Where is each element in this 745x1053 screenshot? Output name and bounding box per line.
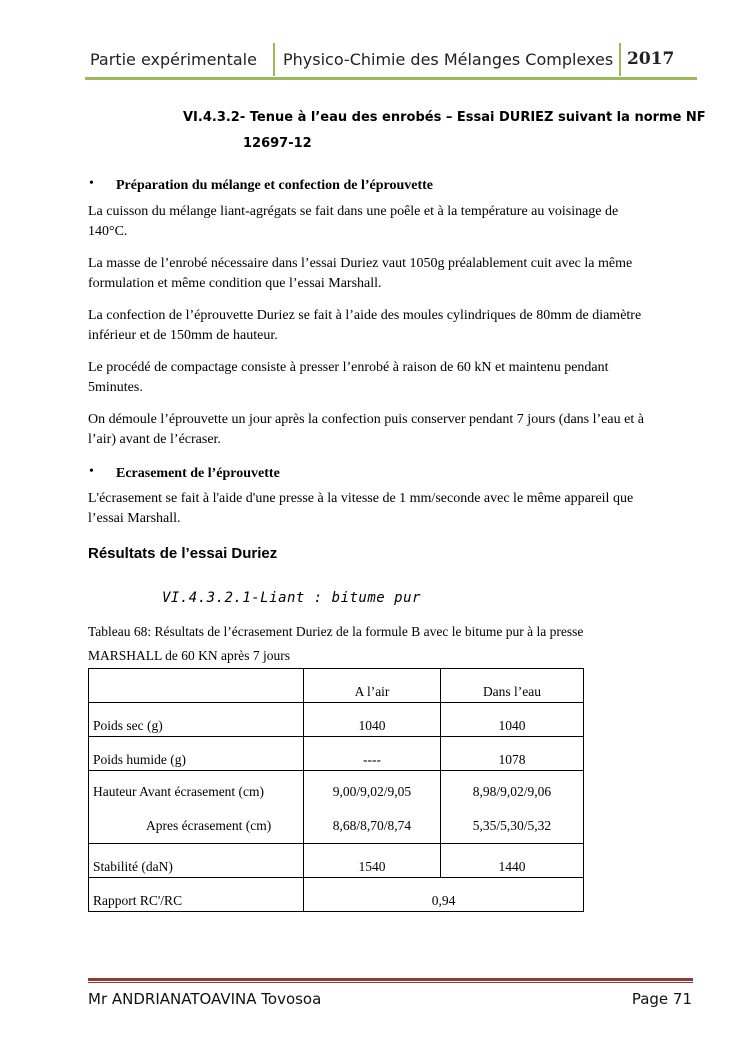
row-label: Poids humide (g) bbox=[89, 737, 304, 771]
bullet-heading-preparation: Préparation du mélange et confection de l’éprouvette bbox=[116, 178, 434, 193]
page-number: Page 71 bbox=[631, 990, 692, 1008]
table-header-row bbox=[89, 669, 584, 703]
paragraph: La confection de l’éprouvette Duriez se fait à l’aide des moules cylindriques de 80mm de diamètre inférieur et de 150mm de hauteur. bbox=[88, 308, 642, 343]
bullet-heading-ecrasement: Ecrasement de l’éprouvette bbox=[116, 466, 280, 481]
footer-rule bbox=[88, 978, 693, 981]
section-title-cont: 12697-12 bbox=[243, 136, 312, 151]
table-row bbox=[89, 878, 584, 912]
paragraph: L'écrasement se fait à l'aide d'une presse à la vitesse de 1 mm/seconde avec le même appareil que l’essai Marshall. bbox=[88, 491, 634, 526]
bullet-icon: • bbox=[89, 464, 94, 479]
section-title: VI.4.3.2- Tenue à l’eau des enrobés – Essai DURIEZ suivant la norme NF bbox=[183, 110, 706, 125]
header-divider bbox=[619, 43, 621, 76]
column-header: Dans l’eau bbox=[441, 669, 584, 703]
results-table bbox=[88, 668, 584, 912]
table-row bbox=[89, 771, 584, 844]
paragraph: Le procédé de compactage consiste à presser l’enrobé à raison de 60 kN et maintenu pendant 5minutes. bbox=[88, 360, 609, 395]
table-cell: ---- bbox=[304, 737, 441, 771]
table-cell: 1440 bbox=[441, 844, 584, 878]
table-row bbox=[89, 703, 584, 737]
table-cell: 1040 bbox=[441, 703, 584, 737]
table-cell bbox=[89, 669, 304, 703]
header-year: 2017 bbox=[627, 49, 675, 69]
subsection-title: VI.4.3.2.1-Liant : bitume pur bbox=[162, 590, 421, 606]
column-header: A l’air bbox=[304, 669, 441, 703]
table-cell: 9,00/9,02/9,05 8,68/8,70/8,74 bbox=[304, 771, 441, 844]
results-heading: Résultats de l’essai Duriez bbox=[88, 545, 278, 562]
header-section: Partie expérimentale bbox=[90, 50, 257, 69]
footer-rule bbox=[88, 982, 693, 983]
header-topic: Physico-Chimie des Mélanges Complexes bbox=[283, 50, 614, 69]
row-label: Stabilité (daN) bbox=[89, 844, 304, 878]
bullet-icon: • bbox=[89, 176, 94, 191]
page-header bbox=[85, 40, 695, 78]
table-cell: 0,94 bbox=[304, 878, 584, 912]
table-row bbox=[89, 737, 584, 771]
row-label: Poids sec (g) bbox=[89, 703, 304, 737]
table-caption: Tableau 68: Résultats de l’écrasement Duriez de la formule B avec le bitume pur à la presse MARSHALL de 60 KN après 7 jours bbox=[88, 624, 584, 663]
table-cell: 8,98/9,02/9,06 5,35/5,30/5,32 bbox=[441, 771, 584, 844]
paragraph: La masse de l’enrobé nécessaire dans l’essai Duriez vaut 1050g préalablement cuit avec la même formulation et même condition que l’essai Marshall. bbox=[88, 256, 633, 291]
row-label: Hauteur Avant écrasement (cm) Apres écrasement (cm) bbox=[89, 771, 304, 844]
table-row bbox=[89, 844, 584, 878]
header-divider bbox=[273, 43, 275, 76]
table-cell: 1540 bbox=[304, 844, 441, 878]
paragraph: La cuisson du mélange liant-agrégats se fait dans une poêle et à la température au voisinage de 140°C. bbox=[88, 204, 619, 239]
table-cell: 1040 bbox=[304, 703, 441, 737]
table-cell: 1078 bbox=[441, 737, 584, 771]
footer-author: Mr ANDRIANATOAVINA Tovosoa bbox=[88, 990, 322, 1008]
paragraph: On démoule l’éprouvette un jour après la confection puis conserver pendant 7 jours (dans l’eau et à l’air) avant de l’écraser. bbox=[88, 412, 644, 447]
header-rule bbox=[85, 77, 697, 80]
row-label: Rapport RC'/RC bbox=[89, 878, 304, 912]
